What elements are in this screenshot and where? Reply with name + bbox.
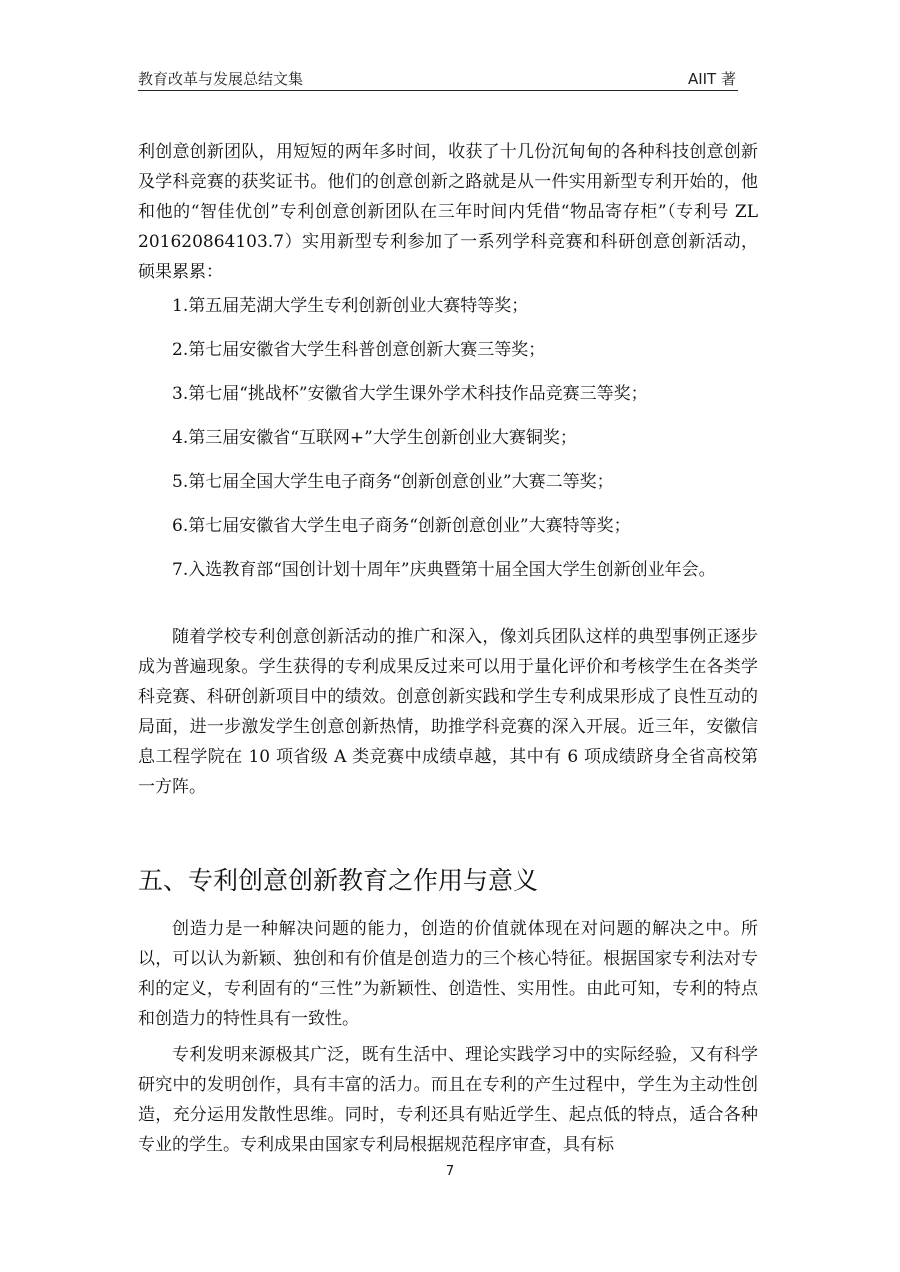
list-item: 6.第七届安徽省大学生电子商务“创新创意创业”大赛特等奖；	[172, 516, 631, 536]
header-author: AIIT 著	[687, 70, 736, 88]
section-paragraph-1: 创造力是一种解决问题的能力，创造的价值就体现在对问题的解决之中。所以，可以认为新颖、独创和有价值是创造力的三个核心特征。根据国家专利法对专利的定义，专利固有的“三性”为新颖性、创造性、实用性。由此可知，专利的特点和创造力的特性具有一致性。	[138, 919, 758, 1029]
summary-paragraph: 随着学校专利创意创新活动的推广和深入，像刘兵团队这样的典型事例正逐步成为普遍现象。学生获得的专利成果反过来可以用于量化评价和考核学生在各类学科竞赛、科研创新项目中的绩效。创意创新实践和学生专利成果形成了良性互动的局面，进一步激发学生创意创新热情，助推学科竞赛的深入开展。近三年，安徽信息工程学院在 10 项省级 A 类竞赛中成绩卓越，其中有 6 项成绩跻身全省高校第一方阵。	[138, 627, 758, 797]
list-item: 3.第七届“挑战杯”安徽省大学生课外学术科技作品竞赛三等奖；	[172, 384, 648, 404]
list-item: 1.第五届芜湖大学生专利创新创业大赛特等奖；	[172, 296, 529, 316]
list-item: 7.入选教育部“国创计划十周年”庆典暨第十届全国大学生创新创业年会。	[172, 560, 716, 580]
page-header	[138, 66, 738, 91]
awards-list	[172, 296, 772, 604]
list-item: 5.第七届全国大学生电子商务“创新创意创业”大赛二等奖；	[172, 472, 614, 492]
page-number: 7	[445, 1164, 455, 1179]
section-heading: 五、专利创意创新教育之作用与意义	[138, 866, 539, 895]
list-item: 4.第三届安徽省“互联网+”大学生创新创业大赛铜奖；	[172, 428, 577, 448]
list-item: 2.第七届安徽省大学生科普创意创新大赛三等奖；	[172, 340, 546, 360]
section-paragraph-2: 专利发明来源极其广泛，既有生活中、理论实践学习中的实际经验，又有科学研究中的发明创作，具有丰富的活力。而且在专利的产生过程中，学生为主动性创造，充分运用发散性思维。同时，专利还具有贴近学生、起点低的特点，适合各种专业的学生。专利成果由国家专利局根据规范程序审查，具有标	[138, 1045, 758, 1155]
intro-paragraph: 利创意创新团队，用短短的两年多时间，收获了十几份沉甸甸的各种科技创意创新及学科竞赛的获奖证书。他们的创意创新之路就是从一件实用新型专利开始的，他和他的“智佳优创”专利创意创新团队在三年时间内凭借“物品寄存柜”（专利号 ZL 201620864103.7）实用新型专利参加了一系列学科竞赛和科研创意创新活动，硕果累累：	[138, 142, 775, 282]
header-book-title: 教育改革与发展总结文集	[138, 70, 304, 88]
